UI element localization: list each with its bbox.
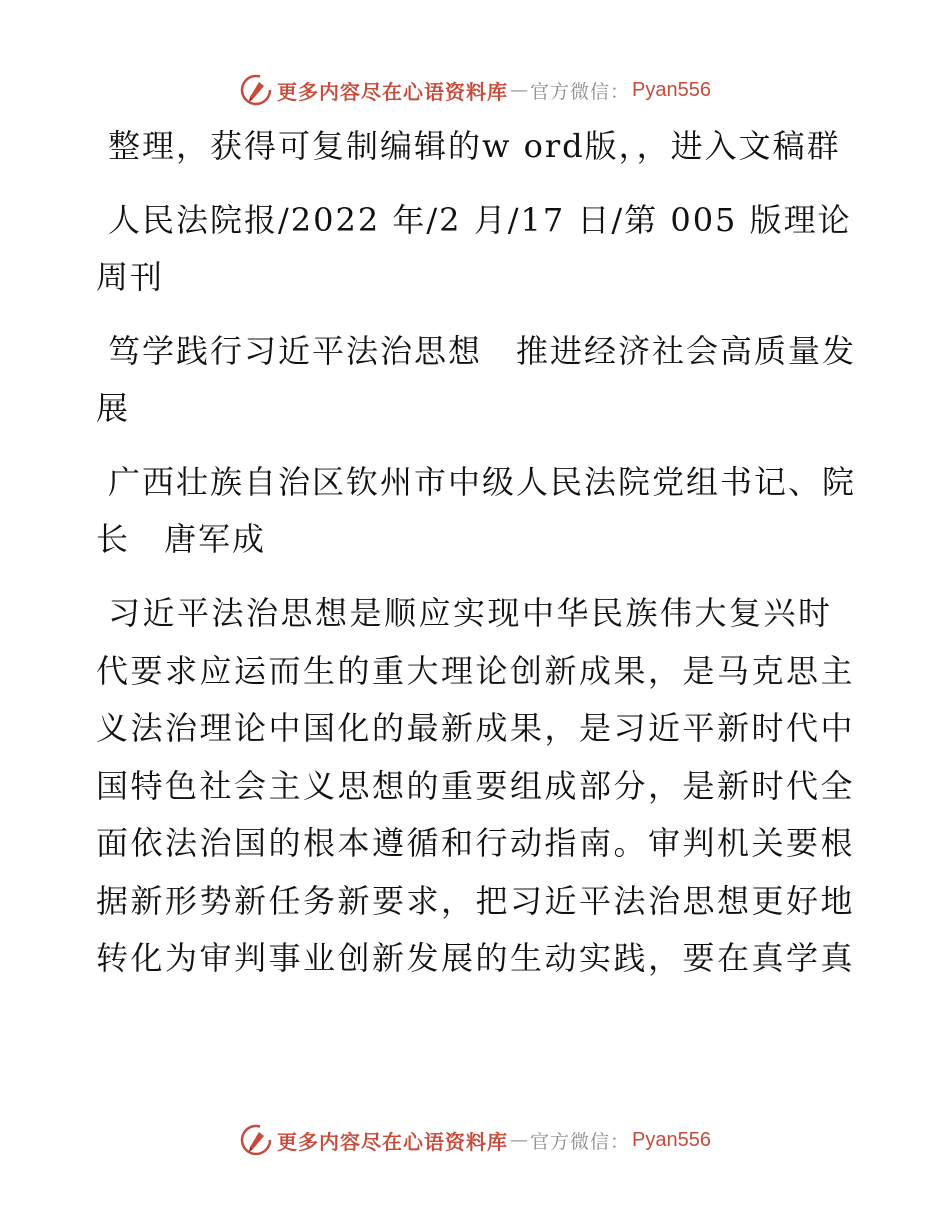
pen-nib-icon	[239, 1123, 273, 1157]
intro-paragraph: 整理，获得可复制编辑的w ord版，，进入文稿群	[108, 127, 841, 165]
body-paragraph: 习近平法治思想是顺应实现中华民族伟大复兴时代要求应运而生的重大理论创新成果，是马克思主义法治理论中国化的最新成果，是习近平新时代中国特色社会主义思想的重要组成部分，是新时代全面依法治国的根本遵循和行动指南。审判机关要根据新形势新任务新要求，把习近平法治思想更好地转化为审判事业创新发展的生动实践，要在真学真	[96, 594, 856, 977]
watermark-separator: —	[510, 79, 528, 101]
header-watermark	[0, 70, 950, 110]
article-title: 笃学践行习近平法治思想 推进经济社会高质量发展	[96, 332, 857, 427]
watermark-brand: 更多内容尽在心语资料库	[277, 1129, 508, 1154]
document-body	[96, 118, 856, 1005]
watermark-wechat-id: Pyan556	[632, 78, 711, 101]
author-line: 广西壮族自治区钦州市中级人民法院党组书记、院长 唐军成	[96, 463, 857, 558]
source-line: 人民法院报/2022 年/2 月/17 日/第 005 版理论周刊	[96, 201, 852, 296]
pen-nib-icon	[239, 73, 273, 107]
footer-watermark	[0, 1120, 950, 1160]
watermark-wechat-label: 官方微信：	[530, 1130, 631, 1153]
watermark-separator: —	[510, 1129, 528, 1151]
watermark-wechat-label: 官方微信：	[530, 80, 631, 103]
watermark-wechat-id: Pyan556	[632, 1128, 711, 1151]
watermark-brand: 更多内容尽在心语资料库	[277, 79, 508, 104]
